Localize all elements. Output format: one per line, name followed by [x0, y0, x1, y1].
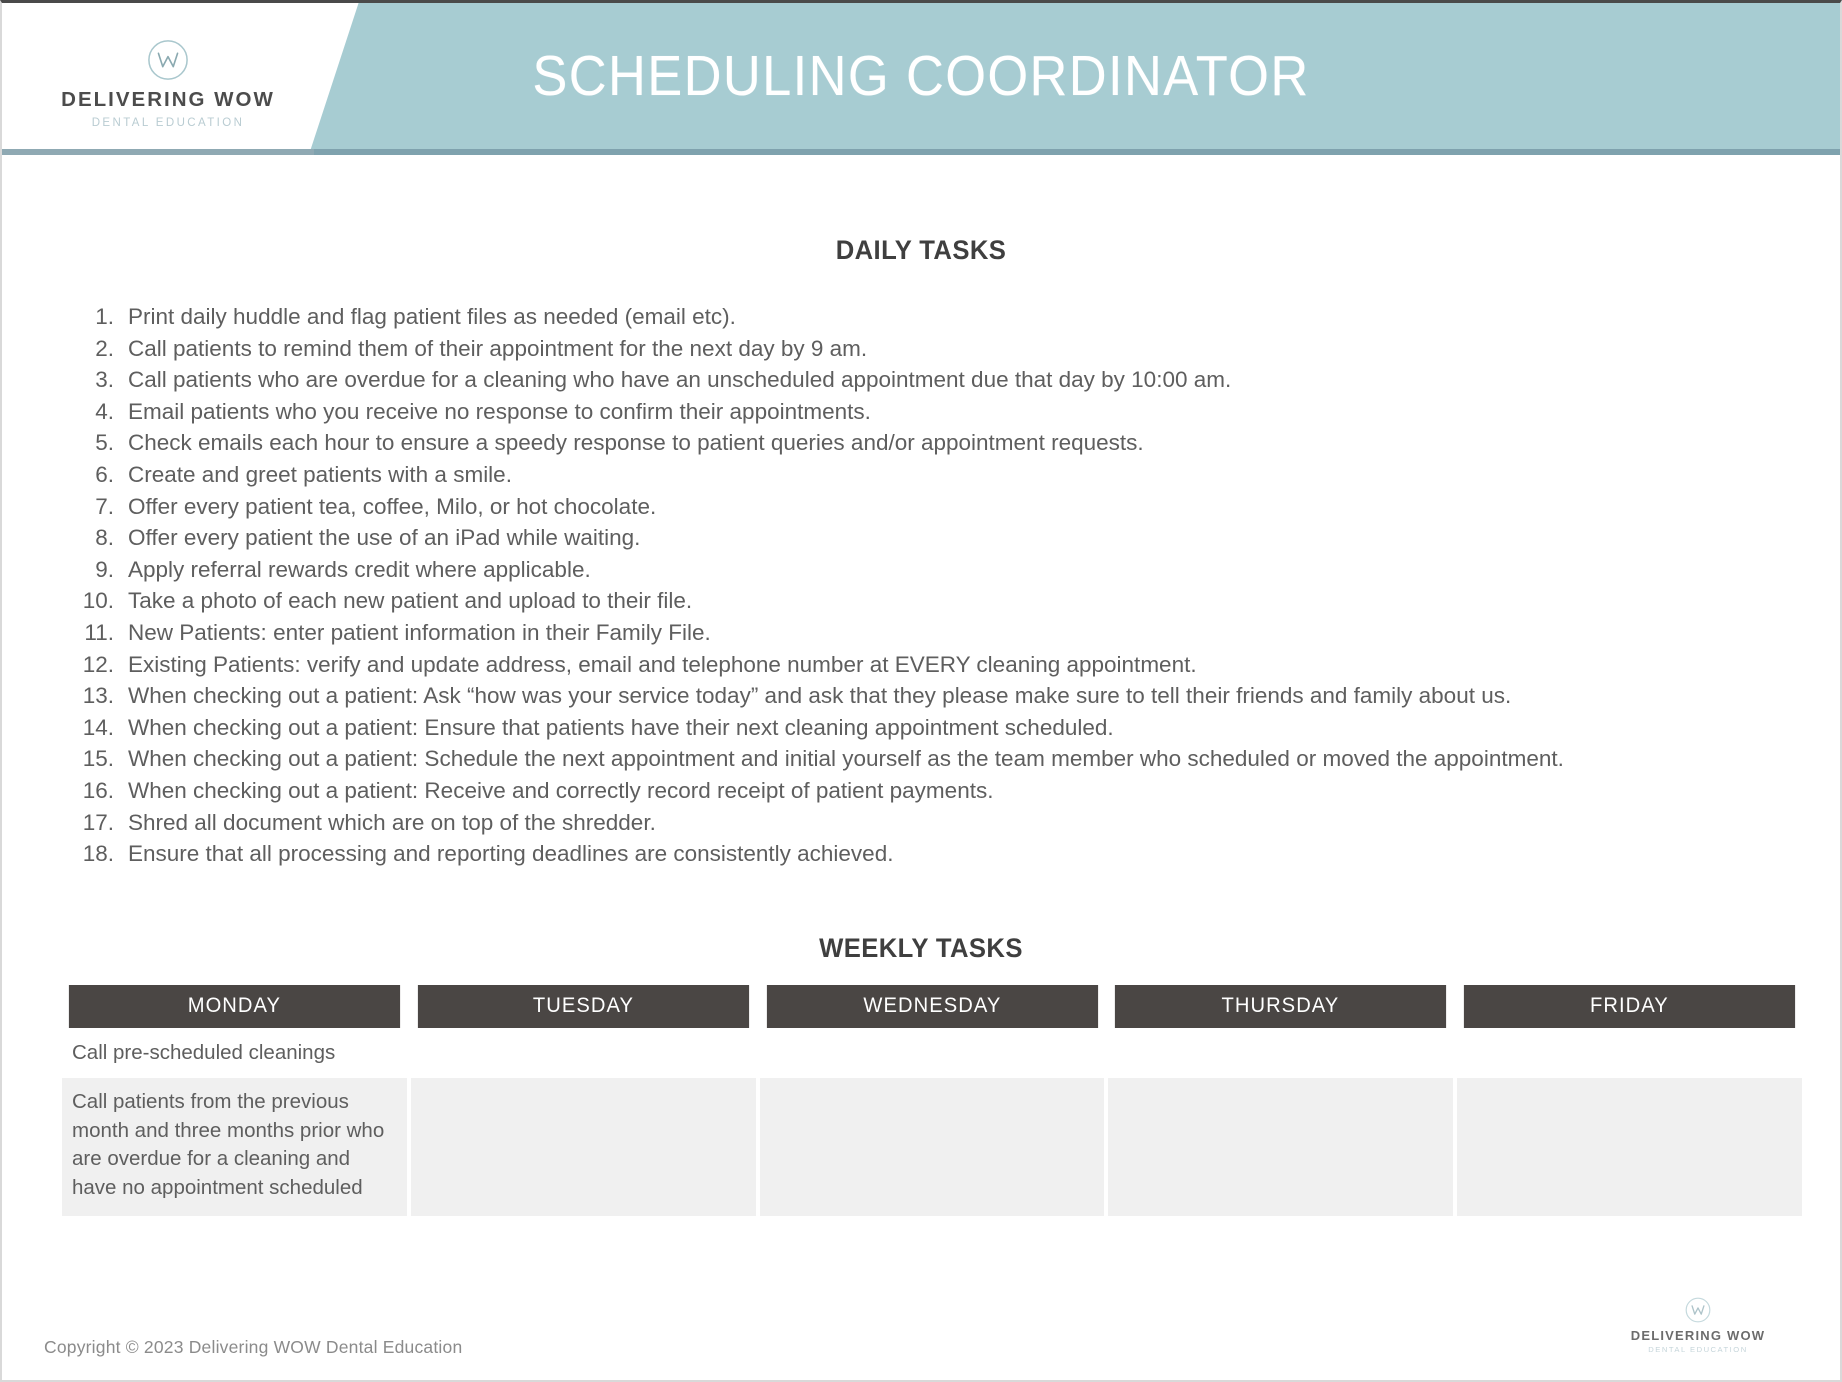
header-underline-left [2, 149, 314, 155]
daily-task-text: When checking out a patient: Ensure that patients have their next cleaning appointment scheduled. [128, 714, 1114, 740]
daily-task-item [80, 680, 1800, 712]
daily-task-text: Offer every patient tea, coffee, Milo, or hot chocolate. [128, 493, 657, 519]
brand-logo-bottom [1608, 1297, 1788, 1354]
copyright-text: Copyright © 2023 Delivering WOW Dental Education [44, 1337, 463, 1357]
daily-task-number: 16. [82, 777, 114, 803]
daily-task-item [80, 427, 1800, 459]
daily-task-text: Call patients who are overdue for a cleaning who have an unscheduled appointment due that day by 10:00 am. [128, 367, 1232, 393]
daily-task-item [80, 649, 1800, 681]
weekly-column-header-thursday: THURSDAY [1115, 985, 1446, 1028]
daily-task-number: 17. [82, 809, 114, 835]
daily-task-item [80, 743, 1800, 775]
daily-task-text: Call patients to remind them of their appointment for the next day by 9 am. [128, 335, 868, 361]
daily-task-item [80, 301, 1800, 333]
daily-task-item [80, 585, 1800, 617]
daily-task-text: Email patients who you receive no response to confirm their appointments. [128, 398, 871, 424]
w-circle-logo-icon [147, 39, 189, 81]
daily-task-number: 3. [95, 367, 114, 393]
daily-task-number: 12. [82, 651, 114, 677]
daily-task-item [80, 364, 1800, 396]
brand-name-top: DELIVERING WOW [61, 88, 275, 111]
daily-task-text: New Patients: enter patient information in their Family File. [128, 619, 711, 645]
page-header [2, 3, 1840, 155]
daily-task-number: 18. [82, 841, 114, 867]
daily-task-item [80, 838, 1800, 870]
brand-tagline-top: DENTAL EDUCATION [91, 116, 245, 129]
daily-task-text: When checking out a patient: Ask “how was your service today” and ask that they please make sure to tell their friends and family about us. [128, 683, 1512, 709]
daily-task-number: 1. [95, 304, 114, 329]
weekly-task-cell[interactable] [760, 1078, 1105, 1216]
daily-task-text: Existing Patients: verify and update address, email and telephone number at EVERY cleaning appointment. [128, 651, 1197, 677]
weekly-column-header-monday: MONDAY [69, 985, 400, 1028]
weekly-table-header-row [62, 985, 1802, 1028]
daily-task-item [80, 333, 1800, 365]
daily-task-number: 4. [95, 398, 114, 424]
daily-task-number: 9. [95, 556, 114, 582]
daily-task-item [80, 522, 1800, 554]
daily-task-number: 8. [95, 525, 114, 551]
daily-task-text: Apply referral rewards credit where applicable. [128, 556, 591, 582]
daily-task-number: 10. [82, 588, 114, 614]
daily-task-text: When checking out a patient: Receive and correctly record receipt of patient payments. [128, 777, 994, 803]
weekly-task-cell[interactable] [1108, 1078, 1453, 1216]
weekly-table-note-row: Call pre-scheduled cleanings [72, 1041, 336, 1064]
daily-task-item [80, 775, 1800, 807]
daily-task-text: Check emails each hour to ensure a speedy response to patient queries and/or appointment requests. [128, 430, 1144, 456]
daily-task-item [80, 807, 1800, 839]
daily-task-item [80, 491, 1800, 523]
daily-task-number: 5. [95, 430, 114, 456]
weekly-task-cell[interactable]: Call patients from the previous month and three months prior who are overdue for a cleaning and have no appointment scheduled [62, 1078, 407, 1216]
daily-task-number: 6. [95, 461, 114, 487]
daily-task-item [80, 459, 1800, 491]
daily-tasks-heading: DAILY TASKS [835, 235, 1007, 265]
daily-task-text: Take a photo of each new patient and upload to their file. [128, 588, 693, 614]
daily-tasks-list [80, 301, 1800, 870]
daily-task-text: When checking out a patient: Schedule the next appointment and initial yourself as the team member who scheduled or moved the appointment. [128, 746, 1564, 772]
daily-task-item [80, 554, 1800, 586]
brand-logo-top [58, 39, 278, 129]
daily-task-item [80, 712, 1800, 744]
brand-name-bottom: DELIVERING WOW [1630, 1328, 1766, 1343]
daily-task-text: Offer every patient the use of an iPad while waiting. [128, 525, 641, 551]
weekly-column-header-tuesday: TUESDAY [418, 985, 749, 1028]
weekly-column-header-wednesday: WEDNESDAY [766, 985, 1097, 1028]
w-circle-logo-icon [1685, 1297, 1711, 1323]
page-title: SCHEDULING COORDINATOR [532, 44, 1310, 108]
weekly-column-header-friday: FRIDAY [1464, 985, 1795, 1028]
daily-task-number: 15. [82, 746, 114, 772]
daily-task-number: 11. [84, 619, 114, 645]
daily-task-text: Print daily huddle and flag patient files as needed (email etc). [128, 304, 736, 329]
daily-task-number: 14. [82, 714, 114, 740]
brand-tagline-bottom: DENTAL EDUCATION [1648, 1345, 1748, 1354]
daily-task-item [80, 396, 1800, 428]
weekly-task-cell[interactable] [1457, 1078, 1802, 1216]
weekly-tasks-table [62, 985, 1802, 1216]
weekly-task-cell[interactable] [411, 1078, 756, 1216]
daily-task-number: 2. [95, 335, 114, 361]
weekly-table-body-row [62, 1078, 1802, 1216]
daily-task-number: 13. [82, 683, 114, 709]
daily-task-text: Ensure that all processing and reporting deadlines are consistently achieved. [128, 841, 894, 867]
daily-task-item [80, 617, 1800, 649]
daily-task-text: Create and greet patients with a smile. [128, 461, 512, 487]
daily-task-number: 7. [95, 493, 114, 519]
daily-task-text: Shred all document which are on top of the shredder. [128, 809, 656, 835]
weekly-tasks-heading: WEEKLY TASKS [819, 933, 1023, 963]
